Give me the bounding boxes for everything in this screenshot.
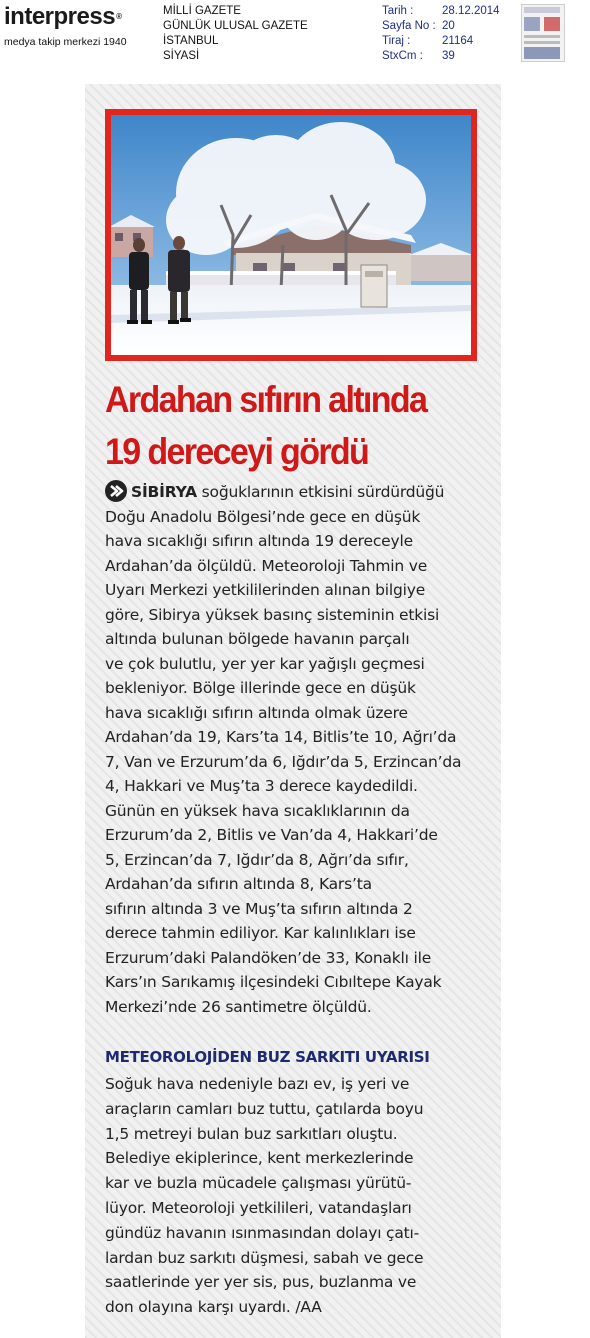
meta-key: Tarih : bbox=[382, 5, 414, 17]
body-line: saatlerinde yer yer sis, pus, buzlanma ve bbox=[105, 1273, 417, 1292]
body-line: Ardahan’da sıfırın altında 8, Kars’ta bbox=[105, 875, 372, 893]
publication-info bbox=[163, 4, 308, 64]
body-line: Erzurum’da 2, Bitlis ve Van’da 4, Hakkari’de bbox=[105, 826, 438, 844]
body-line: don olayına karşı uyardı. /AA bbox=[105, 1298, 322, 1317]
article-subheading: METEOROLOJİDEN BUZ SARKITI UYARISI bbox=[105, 1048, 430, 1066]
publication-type: GÜNLÜK ULUSAL GAZETE bbox=[163, 20, 308, 32]
snow-scene-photo bbox=[111, 115, 471, 355]
meta-row-page bbox=[382, 19, 500, 34]
body-line: bekleniyor. Bölge illerinde gece en düşük bbox=[105, 679, 416, 697]
meta-key: Tiraj : bbox=[382, 35, 411, 47]
body-line: soğuklarının etkisini sürdürdüğü bbox=[201, 483, 445, 501]
meta-row-date bbox=[382, 4, 500, 19]
lead-word: SİBİRYA bbox=[131, 483, 197, 501]
headline-line: Ardahan sıfırın altında bbox=[105, 379, 427, 420]
article-headline bbox=[105, 374, 455, 478]
body-line: Ardahan’da 19, Kars’ta 14, Bitlis’te 10, Ağrı’da bbox=[105, 728, 457, 746]
meta-value: 39 bbox=[442, 50, 455, 62]
body-line: Belediye ekiplerince, kent merkezlerinde bbox=[105, 1149, 414, 1168]
body-line: hava sıcaklığı sıfırın altında 19 dereceyle bbox=[105, 532, 413, 550]
body-line: 4, Hakkari ve Muş’ta 3 derece kaydedildi. bbox=[105, 777, 418, 795]
registered-mark: ® bbox=[116, 12, 122, 21]
body-line: Merkezi’nde 26 santimetre ölçüldü. bbox=[105, 997, 372, 1016]
article-clipping bbox=[85, 84, 501, 1338]
body-line: Kars’ın Sarıkamış ilçesindeki Cıbıltepe Kayak bbox=[105, 973, 442, 991]
meta-key: StxCm : bbox=[382, 50, 423, 62]
body-line: Doğu Anadolu Bölgesi’nde gece en düşük bbox=[105, 507, 421, 526]
body-line: kar ve buzla mücadele çalışması yürütü- bbox=[105, 1174, 412, 1193]
body-line: 1,5 metreyi bulan buz sarkıtları oluştu. bbox=[105, 1124, 398, 1143]
meta-value: 28.12.2014 bbox=[442, 5, 500, 17]
meta-row-circulation bbox=[382, 34, 500, 49]
body-line: araçların camları buz tuttu, çatılarda boyu bbox=[105, 1099, 424, 1118]
clipping-meta bbox=[382, 4, 500, 64]
body-line: ve çok bulutlu, yer yer kar yağışlı geçmesi bbox=[105, 654, 425, 673]
body-line: Erzurum’daki Palandöken’de 33, Konaklı ile bbox=[105, 948, 432, 967]
photo-frame bbox=[105, 109, 477, 361]
body-line: göre, Sibirya yüksek basınç sisteminin etkisi bbox=[105, 605, 440, 624]
publication-city: İSTANBUL bbox=[163, 35, 219, 47]
body-line: 7, Van ve Erzurum’da 6, Iğdır’da 5, Erzincan’da bbox=[105, 752, 462, 771]
article-body-second bbox=[105, 1072, 481, 1320]
page-thumbnail[interactable] bbox=[521, 4, 565, 62]
body-line: gündüz havanın ısınmasından dolayı çatı- bbox=[105, 1223, 420, 1242]
body-line: lüyor. Meteoroloji yetkilileri, vatandaşları bbox=[105, 1198, 412, 1217]
body-line-lead bbox=[105, 480, 481, 505]
body-line: hava sıcaklığı sıfırın altında olmak üzere bbox=[105, 703, 408, 722]
body-line: Soğuk hava nedeniyle bazı ev, iş yeri ve bbox=[105, 1075, 410, 1093]
meta-key: Sayfa No : bbox=[382, 20, 436, 32]
meta-row-stxcm bbox=[382, 49, 500, 64]
body-line: Uyarı Merkezi yetkililerinden alınan bilgiye bbox=[105, 581, 426, 599]
body-line: sıfırın altında 3 ve Muş’ta sıfırın altında 2 bbox=[105, 899, 413, 918]
arrow-right-circle-icon bbox=[105, 480, 127, 502]
body-line: derece tahmin ediliyor. Kar kalınlıkları ise bbox=[105, 924, 416, 942]
publication-name: MİLLİ GAZETE bbox=[163, 5, 241, 17]
body-line: 5, Erzincan’da 7, Iğdır’da 8, Ağrı’da sıfır, bbox=[105, 850, 409, 869]
meta-value: 21164 bbox=[442, 35, 474, 47]
body-line: altında bulunan bölgede havanın parçalı bbox=[105, 630, 410, 648]
headline-line: 19 dereceyi gördü bbox=[105, 431, 369, 472]
article-body bbox=[105, 480, 481, 1019]
logo-text: interpress bbox=[4, 3, 116, 30]
body-line: Ardahan’da ölçüldü. Meteoroloji Tahmin ve bbox=[105, 556, 428, 575]
interpress-logo bbox=[4, 4, 154, 50]
logo-tagline: medya takip merkezi 1940 bbox=[4, 36, 127, 48]
body-line: Günün en yüksek hava sıcaklıklarının da bbox=[105, 801, 410, 820]
body-line: lardan buz sarkıtı düşmesi, sabah ve gece bbox=[105, 1248, 424, 1267]
meta-value: 20 bbox=[442, 20, 455, 32]
publication-category: SİYASİ bbox=[163, 50, 200, 62]
